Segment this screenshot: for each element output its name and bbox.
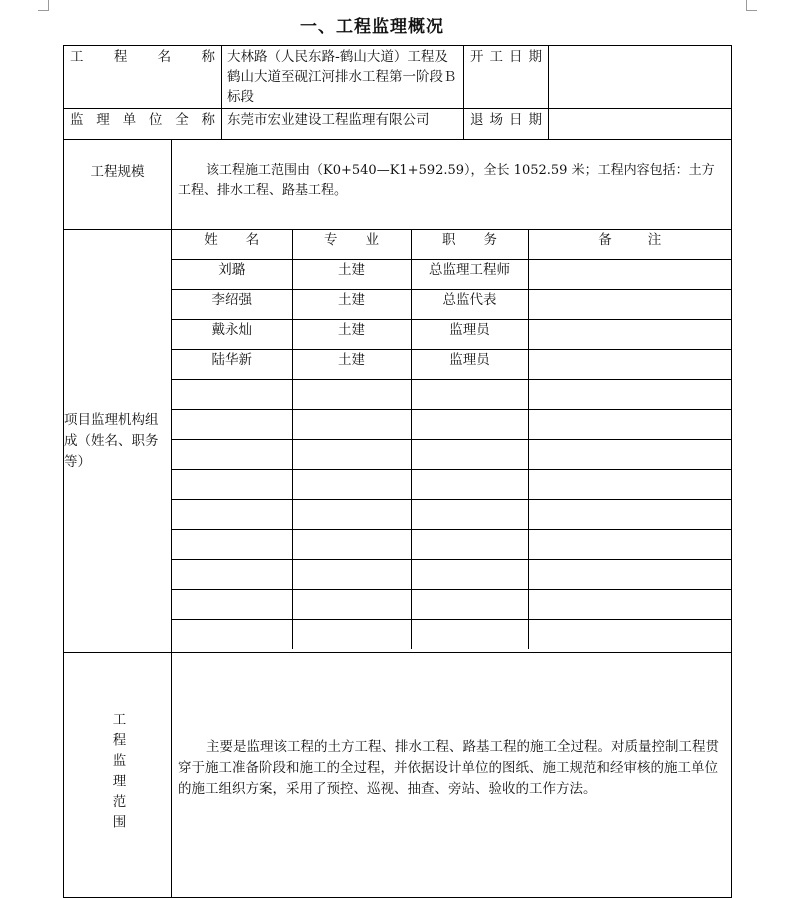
org-member-row	[172, 350, 731, 380]
member-name-cell[interactable]	[172, 380, 292, 410]
member-specialty-cell[interactable]	[292, 560, 411, 590]
member-name-cell[interactable]	[172, 560, 292, 590]
member-remark-cell[interactable]	[528, 290, 731, 320]
member-specialty-cell[interactable]	[292, 620, 411, 650]
member-position-cell[interactable]: 监理员	[411, 350, 528, 380]
member-specialty-cell[interactable]	[292, 470, 411, 500]
scope-label: 工程监理范围	[109, 711, 126, 835]
start-date-label: 开 工 日 期	[470, 49, 543, 65]
supervisor-value-cell[interactable]	[222, 109, 464, 140]
member-specialty-cell[interactable]	[292, 380, 411, 410]
member-position-cell[interactable]	[411, 410, 528, 440]
member-specialty-cell[interactable]: 土建	[292, 320, 411, 350]
org-members-cell	[172, 230, 732, 653]
org-label-cell	[64, 230, 172, 653]
org-member-row	[172, 290, 731, 320]
member-remark-cell[interactable]	[528, 320, 731, 350]
project-name-value-cell[interactable]	[222, 46, 464, 109]
org-member-row	[172, 530, 731, 560]
scale-label: 工程规模	[90, 164, 145, 180]
member-position-cell[interactable]	[411, 380, 528, 410]
org-header-row	[172, 230, 731, 260]
member-remark-cell[interactable]	[528, 470, 731, 500]
scale-label-cell	[64, 140, 172, 230]
member-position-cell[interactable]: 总监理工程师	[411, 260, 528, 290]
member-position-cell[interactable]: 总监代表	[411, 290, 528, 320]
org-member-row	[172, 560, 731, 590]
member-specialty-cell[interactable]	[292, 410, 411, 440]
start-date-label-cell	[464, 46, 549, 109]
project-name-label-cell	[64, 46, 222, 109]
member-remark-cell[interactable]	[528, 410, 731, 440]
supervisor-label: 监 理 单 位 全 称	[70, 112, 215, 128]
exit-date-value	[549, 109, 731, 111]
member-remark-cell[interactable]	[528, 440, 731, 470]
member-remark-cell[interactable]	[528, 380, 731, 410]
member-name-cell[interactable]: 刘璐	[172, 260, 292, 290]
supervisor-label-cell	[64, 109, 222, 140]
org-member-row	[172, 380, 731, 410]
member-name-cell[interactable]	[172, 440, 292, 470]
member-position-cell[interactable]	[411, 500, 528, 530]
member-name-cell[interactable]	[172, 470, 292, 500]
member-remark-cell[interactable]	[528, 590, 731, 620]
member-specialty-cell[interactable]	[292, 590, 411, 620]
member-position-cell[interactable]	[411, 470, 528, 500]
member-name-cell[interactable]	[172, 500, 292, 530]
member-remark-cell[interactable]	[528, 500, 731, 530]
org-member-row	[172, 410, 731, 440]
page-corner-mark-left	[38, 0, 49, 11]
member-name-cell[interactable]	[172, 590, 292, 620]
exit-date-label-cell	[464, 109, 549, 140]
member-name-cell[interactable]: 陆华新	[172, 350, 292, 380]
member-remark-cell[interactable]	[528, 560, 731, 590]
org-column-header: 备 注	[528, 230, 731, 260]
member-specialty-cell[interactable]: 土建	[292, 290, 411, 320]
member-name-cell[interactable]: 戴永灿	[172, 320, 292, 350]
member-name-cell[interactable]	[172, 620, 292, 650]
member-position-cell[interactable]	[411, 590, 528, 620]
scope-value-cell[interactable]	[172, 653, 732, 898]
member-position-cell[interactable]	[411, 440, 528, 470]
member-name-cell[interactable]	[172, 530, 292, 560]
exit-date-value-cell[interactable]	[549, 109, 732, 140]
page-title: 一、工程监理概况	[300, 17, 444, 37]
project-name-label: 工 程 名 称	[70, 49, 215, 65]
member-position-cell[interactable]: 监理员	[411, 320, 528, 350]
org-member-row	[172, 500, 731, 530]
member-specialty-cell[interactable]	[292, 530, 411, 560]
member-name-cell[interactable]: 李绍强	[172, 290, 292, 320]
org-column-header: 姓 名	[172, 230, 292, 260]
org-member-row	[172, 620, 731, 650]
member-specialty-cell[interactable]: 土建	[292, 260, 411, 290]
scale-value-cell[interactable]	[172, 140, 732, 230]
member-remark-cell[interactable]	[528, 350, 731, 380]
member-specialty-cell[interactable]	[292, 440, 411, 470]
supervision-overview-table	[63, 45, 732, 898]
scope-text: 主要是监理该工程的土方工程、排水工程、路基工程的施工全过程。对质量控制工程贯穿于施工准备阶段和施工的全过程，并依据设计单位的图纸、施工规范和经审核的施工单位的施工组织方案，采用了预控、巡视、抽查、旁站、验收的工作方法。	[178, 739, 719, 797]
start-date-value	[549, 46, 731, 48]
member-specialty-cell[interactable]	[292, 500, 411, 530]
scope-label-cell	[64, 653, 172, 898]
org-member-row	[172, 320, 731, 350]
exit-date-label: 退 场 日 期	[470, 112, 543, 128]
member-specialty-cell[interactable]: 土建	[292, 350, 411, 380]
org-member-row	[172, 260, 731, 290]
start-date-value-cell[interactable]	[549, 46, 732, 109]
member-remark-cell[interactable]	[528, 530, 731, 560]
member-name-cell[interactable]	[172, 410, 292, 440]
member-position-cell[interactable]	[411, 620, 528, 650]
member-position-cell[interactable]	[411, 560, 528, 590]
org-column-header: 专 业	[292, 230, 411, 260]
scale-text: 该工程施工范围由（K0+540—K1+592.59），全长 1052.59 米；工程内容包括：土方工程、排水工程、路基工程。	[178, 163, 715, 198]
member-remark-cell[interactable]	[528, 620, 731, 650]
org-member-row	[172, 590, 731, 620]
org-member-row	[172, 440, 731, 470]
org-members-table	[172, 230, 731, 649]
org-label: 项目监理机构组成（姓名、职务等）	[64, 411, 159, 470]
page-corner-mark-right	[746, 0, 757, 11]
org-column-header: 职 务	[411, 230, 528, 260]
org-member-row	[172, 470, 731, 500]
supervisor-value: 东莞市宏业建设工程监理有限公司	[227, 112, 430, 128]
member-remark-cell[interactable]	[528, 260, 731, 290]
member-position-cell[interactable]	[411, 530, 528, 560]
project-name-value: 大林路（人民东路-鹤山大道）工程及鹤山大道至砚江河排水工程第一阶段Ｂ标段	[227, 49, 457, 105]
